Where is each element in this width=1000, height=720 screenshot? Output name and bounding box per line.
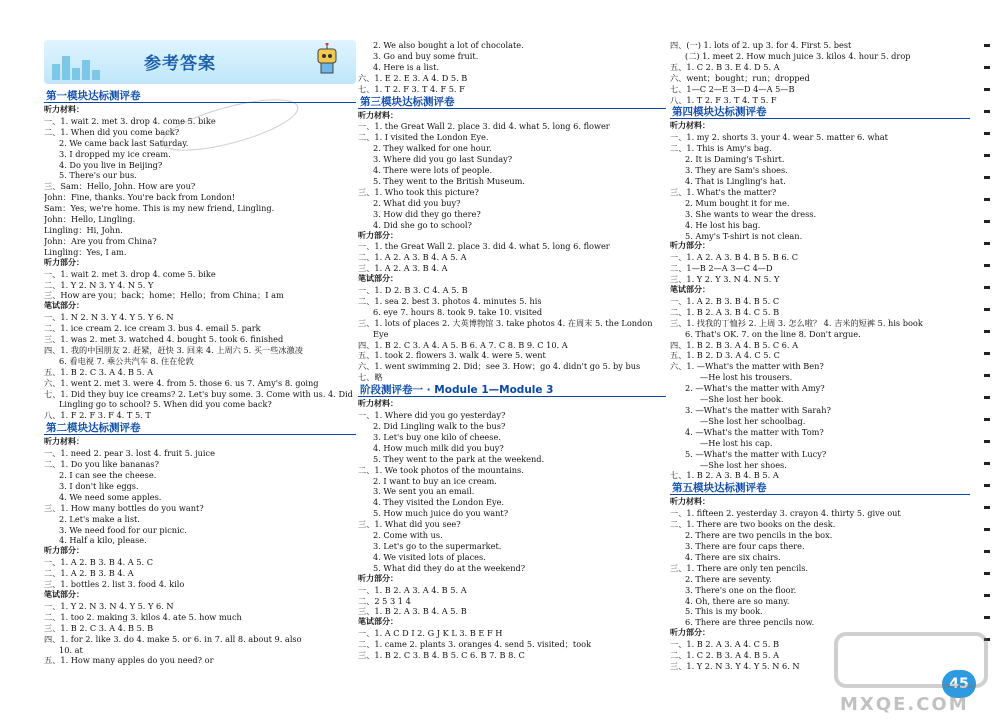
city-skyline-icon (92, 70, 100, 80)
answer-line: 三、1. Y 2. N 3. Y 4. Y 5. N 6. N (670, 660, 800, 671)
subsection-label: 听力部分： (358, 230, 398, 240)
answer-line: 6. 看电视 7. 乘公共汽车 8. 住在伦敦 (59, 355, 194, 366)
answer-line: 五、1. C 2. B 3. E 4. D 5. A (670, 61, 780, 72)
banner-title: 参考答案 (144, 54, 216, 74)
answer-line: 2. We also bought a lot of chocolate. (373, 40, 524, 50)
subsection-label: 笔试部分： (44, 589, 84, 599)
answer-line: 6. That's OK. 7. on the line 8. Don't argue. (685, 328, 861, 339)
answer-line: 2. Come with us. (373, 530, 443, 541)
answer-line: 七、1. Did they buy ice creams? 2. Let's buy some. 3. Come with us. 4. Did (44, 388, 353, 399)
answer-line: 2. There are seventy. (685, 573, 772, 584)
answer-line: Lingling：Hi, John. (44, 224, 123, 235)
answer-line: 二、1. We took photos of the mountains. (358, 464, 524, 475)
answer-line: 五、1. B 2. D 3. A 4. C 5. C (670, 350, 780, 361)
answer-line: 七、1. B 2. A 3. B 4. B 5. A (670, 470, 779, 481)
answer-line: 三、1. Who took this picture? (358, 186, 479, 197)
answer-line: 四、1. 我的中国朋友 2. 赶紧，赶快 3. 回来 4. 上周六 5. 买一些冰激凌 (44, 344, 303, 355)
answer-line: 一、1. fifteen 2. yesterday 3. crayon 4. thirty 5. give out (670, 508, 901, 519)
answer-line: 一、1. wait 2. met 3. drop 4. come 5. bike (44, 115, 216, 126)
answer-line: 10. at (59, 644, 83, 655)
answer-line: 4. Oh, there are so many. (685, 595, 790, 606)
answer-line: 5. How much juice do you want? (373, 508, 509, 519)
answer-line: 4. Do you live in Beijing? (59, 159, 163, 170)
section-heading: 第一模块达标测评卷 (44, 90, 356, 103)
column-2 (358, 40, 666, 661)
answer-line: (二) 1. meet 2. How much juice 3. kilos 4. hour 5. drop (685, 50, 911, 61)
subsection-label: 听力部分： (670, 241, 710, 251)
answer-line: 4. That is Lingling's hat. (685, 175, 786, 186)
answer-line: 5. They went to the park at the weekend. (373, 453, 545, 464)
column-3 (670, 40, 970, 672)
answer-line: 2. Let's make a list. (59, 513, 140, 524)
answer-line: 3. There are four caps there. (685, 540, 805, 551)
answer-line: 四、1. B 2. C 3. A 4. A 5. B 6. A 7. C 8. B 9. C 10. A (358, 339, 568, 350)
answer-line: 二、1. C 2. B 3. A 4. B 5. A (670, 650, 779, 661)
answer-line: —She lost her shoes. (700, 459, 787, 470)
answer-line: —She lost her book. (700, 394, 784, 405)
answer-line: 一、1. Where did you go yesterday? (358, 410, 506, 421)
answer-line: 一、1. B 2. A 3. A 4. C 5. B (670, 639, 779, 650)
city-skyline-icon (62, 56, 70, 80)
subsection-label: 听力材料： (44, 437, 84, 447)
answer-line: 5. Amy's T-shirt is not clean. (685, 230, 803, 241)
subsection-label: 听力材料： (670, 121, 710, 131)
answer-line: 三、1. B 2. A 3. B 4. A 5. B (358, 606, 467, 617)
answer-line: 一、1. the Great Wall 2. place 3. did 4. what 5. long 6. flower (358, 241, 610, 252)
column-1 (44, 0, 356, 666)
answer-line: 5. They went to the British Museum. (373, 175, 525, 186)
subsection-label: 听力部分： (44, 257, 84, 267)
section-heading: 第二模块达标测评卷 (44, 422, 356, 435)
answer-line: 4. Half a kilo, please. (59, 535, 147, 546)
answer-line: 2. I can see the cheese. (59, 470, 157, 480)
answer-line: 3. We sent you an email. (373, 486, 475, 497)
city-skyline-icon (82, 60, 90, 80)
answer-line: 2. —What's the matter with Amy? (685, 383, 825, 394)
answer-line: 三、1. How many bottles do you want? (44, 502, 204, 513)
city-skyline-icon (52, 64, 60, 80)
answer-line: 五、1. How many apples do you need? or (44, 655, 214, 666)
subsection-label: 笔试部分： (358, 617, 398, 627)
answer-line: 二、1. Do you like bananas? (44, 459, 159, 470)
section-heading: 阶段测评卷一 · Module 1—Module 3 (358, 384, 666, 397)
page-number: 45 (942, 670, 976, 698)
answer-line: 一、1. D 2. B 3. C 4. A 5. B (358, 285, 468, 296)
answer-line: 三、1. What's the matter? (670, 186, 777, 197)
answer-line: 二、1. When did you come back? (44, 126, 180, 137)
section-heading: 第五模块达标测评卷 (670, 482, 970, 495)
answer-line: 二、1. sea 2. best 3. photos 4. minutes 5. his (358, 295, 542, 306)
answer-line: 三、1. What did you see? (358, 519, 461, 530)
answer-line: Eye (373, 328, 389, 339)
answer-line: 3. Where did you go last Sunday? (373, 154, 513, 165)
answer-line: 八、1. T 2. F 3. T 4. T 5. F (670, 94, 777, 105)
answer-line: 2. There are two pencils in the box. (685, 530, 833, 541)
answer-line: 二、2 5 3 1 4 (358, 595, 411, 606)
subsection-label: 听力材料： (358, 110, 398, 120)
answer-line: 5. What did they do at the weekend? (373, 562, 526, 573)
binding-spine-left (8, 4, 36, 716)
answer-line: 4. We visited lots of places. (373, 551, 486, 562)
answer-line: 4. He lost his bag. (685, 219, 761, 230)
answer-line: 4. How much milk did you buy? (373, 442, 504, 453)
answer-line: 六、1. —What's the matter with Ben? (670, 361, 824, 372)
answer-line: 三、How are you；back；home；Hello；from China；I am (44, 290, 284, 301)
answer-line: 4. There are six chairs. (685, 551, 781, 562)
subsection-label: 听力部分： (670, 628, 710, 638)
answer-line: 3. How did they go there? (373, 208, 481, 219)
answer-line: 4. —What's the matter with Tom? (685, 426, 824, 437)
answer-line: 三、1. There are only ten pencils. (670, 562, 809, 573)
answer-line: 3. Let's go to the supermarket. (373, 540, 502, 551)
answer-line: 三、1. B 2. C 3. A 4. B 5. B (44, 622, 154, 633)
answer-line: 六、1. went swimming 2. Did；see 3. How；go 4. didn't go 5. by bus (358, 361, 641, 372)
subsection-label: 笔试部分： (670, 285, 710, 295)
answer-line: 二、1. Y 2. N 3. Y 4. N 5. Y (44, 279, 154, 290)
answer-line: 一、1. A 2. A 3. B 4. B 5. B 6. C (670, 252, 799, 263)
section-heading: 第四模块达标测评卷 (670, 106, 970, 119)
answer-line: 三、1. was 2. met 3. watched 4. bought 5. took 6. finished (44, 334, 284, 345)
answer-line: 八、1. F 2. F 3. F 4. T 5. T (44, 410, 151, 421)
answer-line: 三、1. bottles 2. list 3. food 4. kilo (44, 579, 185, 590)
answer-line: 2. Did Lingling walk to the bus? (373, 421, 506, 431)
city-skyline-icon (72, 68, 80, 80)
section-heading: 第三模块达标测评卷 (358, 96, 666, 109)
answer-line: 三、1. 找我的丁恤衫 2. 上周 3. 怎么啦？ 4. 吉米的短裤 5. his book (670, 317, 923, 328)
answer-line: 2. We came back last Saturday. (59, 137, 189, 148)
answer-line: 5. There's our bus. (59, 170, 137, 181)
answer-line: 3. There's one on the floor. (685, 584, 797, 595)
answer-line: John：Hello, Lingling. (44, 214, 136, 225)
answer-line: 4. They visited the London Eye. (373, 497, 505, 508)
answer-line: 一、1. the Great Wall 2. place 3. did 4. what 5. long 6. flower (358, 121, 610, 132)
answer-line: 一、1. A 2. B 3. B 4. A 5. C (44, 557, 153, 568)
answer-line: John：Are you from China? (44, 235, 157, 246)
answer-line: 6. There are three pencils now. (685, 617, 815, 628)
subsection-label: 听力材料： (670, 497, 710, 507)
answer-line: 3. —What's the matter with Sarah? (685, 405, 831, 415)
subsection-label: 听力材料： (44, 105, 84, 114)
answer-line: 一、1. A C D I 2. G J K L 3. B E F H (358, 628, 503, 639)
subsection-label: 听力材料： (358, 399, 398, 409)
answer-line: John：Fine, thanks. You're back from London! (44, 192, 236, 203)
answer-line: 二、1. too 2. making 3. kilos 4. ate 5. how much (44, 611, 242, 622)
answer-line: 五、1. B 2. C 3. A 4. B 5. A (44, 366, 153, 377)
answer-line: 三、1. lots of places 2. 大英博物馆 3. take photos 4. 在周末 5. the London (358, 317, 653, 328)
answer-line: 四、1. for 2. like 3. do 4. make 5. or 6. in 7. all 8. about 9. also (44, 633, 302, 644)
binding-spine-right (972, 4, 996, 716)
answer-line: 4. Did she go to school? (373, 219, 472, 230)
answer-line: 一、1. B 2. A 3. A 4. B 5. A (358, 584, 467, 595)
answer-line: 2. They walked for one hour. (373, 143, 492, 154)
answer-line: 3. She wants to wear the dress. (685, 208, 817, 219)
answer-line: 4. There were lots of people. (373, 165, 493, 176)
answer-line: 六、1. went 2. met 3. were 4. from 5. those 6. us 7. Amy's 8. going (44, 377, 319, 388)
answer-key-banner (44, 40, 356, 84)
subsection-label: 听力部分： (44, 546, 84, 556)
answer-line: —She lost her schoolbag. (700, 415, 806, 426)
answer-line: 七、略 (358, 372, 383, 383)
answer-line: Lingling：Yes, I am. (44, 246, 127, 257)
answer-line: —He lost his cap. (700, 437, 773, 448)
robot-mascot-icon (312, 43, 342, 77)
answer-line: 4. We need some apples. (59, 491, 162, 502)
answer-line: 二、1. This is Amy's bag. (670, 143, 772, 154)
answer-line: 七、1—C 2—E 3—D 4—A 5—B (670, 83, 795, 94)
answer-line: 4. Here is a list. (373, 61, 439, 72)
answer-line: 六、1. E 2. E 3. A 4. D 5. B (358, 72, 468, 83)
answer-line: 一、1. need 2. pear 3. lost 4. fruit 5. juice (44, 448, 215, 459)
answer-line: 2. What did you buy? (373, 197, 461, 208)
answer-line: 3. They are Sam's shoes. (685, 165, 788, 176)
answer-line: 3. Let's buy one kilo of cheese. (373, 431, 501, 442)
answer-line: 3. We need food for our picnic. (59, 524, 187, 535)
answer-line: 一、1. Y 2. N 3. N 4. Y 5. Y 6. N (44, 600, 174, 611)
answer-line: 3. Go and buy some fruit. (373, 50, 479, 61)
subsection-label: 听力部分： (358, 573, 398, 583)
subsection-label: 笔试部分： (44, 301, 84, 311)
answer-line: 一、1. A 2. B 3. B 4. B 5. C (670, 295, 780, 306)
answer-line: Sam：Yes, we're home. This is my new friend, Lingling. (44, 203, 275, 214)
answer-line: 五、1. took 2. flowers 3. walk 4. were 5. went (358, 350, 546, 361)
answer-line: 二、1. A 2. B 3. B 4. A (44, 568, 134, 579)
answer-line: 四、1. B 2. B 3. A 4. B 5. C 6. A (670, 339, 799, 350)
answer-line: Lingling go to school? 5. When did you come back? (59, 399, 272, 410)
answer-line: 七、1. T 2. F 3. T 4. F 5. F (358, 83, 465, 94)
answer-line: 三、1. B 2. C 3. B 4. B 5. C 6. B 7. B 8. C (358, 650, 525, 661)
answer-line: 三、1. A 2. A 3. B 4. A (358, 263, 448, 274)
answer-line: 二、1. I visited the London Eye. (358, 132, 489, 143)
answer-line: 四、(一) 1. lots of 2. up 3. for 4. First 5. best (670, 40, 852, 50)
answer-line: 5. This is my book. (685, 606, 763, 617)
answer-line: 二、1. There are two books on the desk. (670, 519, 836, 530)
answer-line: 2. It is Daming's T-shirt. (685, 154, 785, 165)
answer-line: 一、1. N 2. N 3. Y 4. Y 5. Y 6. N (44, 312, 174, 323)
answer-line: 二、1. came 2. plants 3. oranges 4. send 5. visited；took (358, 639, 592, 650)
answer-line: 2. Mum bought it for me. (685, 197, 790, 208)
answer-line: 一、1. wait 2. met 3. drop 4. come 5. bike (44, 268, 216, 279)
answer-line: 3. I don't like eggs. (59, 480, 139, 491)
answer-line: 6. eye 7. hours 8. took 9. take 10. visited (373, 306, 543, 317)
answer-line: 一、1. my 2. shorts 3. your 4. wear 5. matter 6. what (670, 132, 888, 143)
answer-line: 5. —What's the matter with Lucy? (685, 448, 827, 459)
answer-line: 二、1. ice cream 2. ice cream 3. bus 4. email 5. park (44, 323, 261, 334)
answer-line: 2. I want to buy an ice cream. (373, 475, 497, 486)
answer-line: 二、1—B 2—A 3—C 4—D (670, 263, 773, 274)
answer-line: 六、went；bought；run；dropped (670, 72, 810, 83)
answer-line: 三、1. Y 2. Y 3. N 4. N 5. Y (670, 274, 780, 285)
answer-line: 二、1. B 2. A 3. B 4. C 5. B (670, 306, 780, 317)
subsection-label: 笔试部分： (358, 274, 398, 284)
answer-line: —He lost his trousers. (700, 372, 793, 383)
answer-line: 3. I dropped my ice cream. (59, 148, 171, 159)
answer-line: 三、Sam：Hello, John. How are you? (44, 181, 196, 192)
answer-line: 二、1. A 2. A 3. B 4. A 5. A (358, 252, 467, 263)
watermark-text: MXQE.COM (840, 694, 969, 715)
